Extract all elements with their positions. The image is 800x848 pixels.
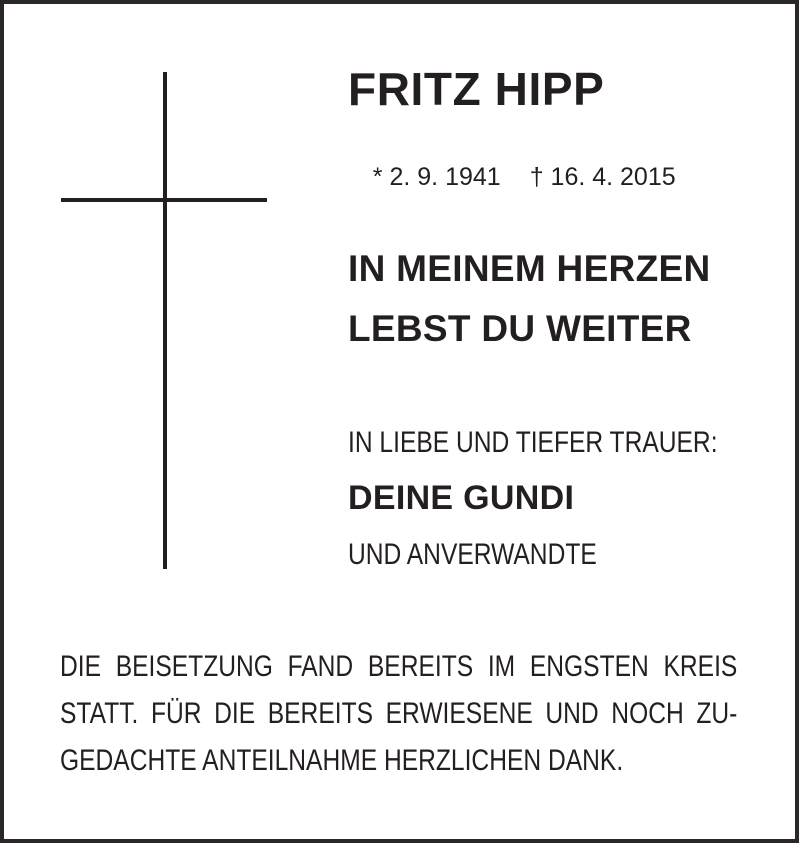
closing-line-3: GEDACHTE ANTEILNAHME HERZLICHEN DANK. <box>60 744 624 777</box>
mourner-secondary: UND ANVERWANDTE <box>348 538 597 571</box>
cross-vertical-bar <box>163 72 167 569</box>
death-date: † 16. 4. 2015 <box>529 163 676 191</box>
closing-line-1: DIE BEISETZUNG FAND BEREITS IM ENGSTEN KREIS <box>60 650 738 683</box>
mourner-name: DEINE GUNDI <box>348 479 575 517</box>
cross-horizontal-bar <box>61 198 267 202</box>
closing-line-2: STATT. FÜR DIE BEREITS ERWIESENE UND NOCH ZU- <box>60 697 738 730</box>
life-dates <box>345 140 676 215</box>
mourning-intro: IN LIEBE UND TIEFER TRAUER: <box>348 426 718 459</box>
epitaph-line-2: LEBST DU WEITER <box>348 308 692 349</box>
birth-date: * 2. 9. 1941 <box>372 163 501 191</box>
deceased-name: FRITZ HIPP <box>348 63 605 115</box>
epitaph-line-1: IN MEINEM HERZEN <box>348 248 711 289</box>
closing-paragraph <box>60 643 737 784</box>
